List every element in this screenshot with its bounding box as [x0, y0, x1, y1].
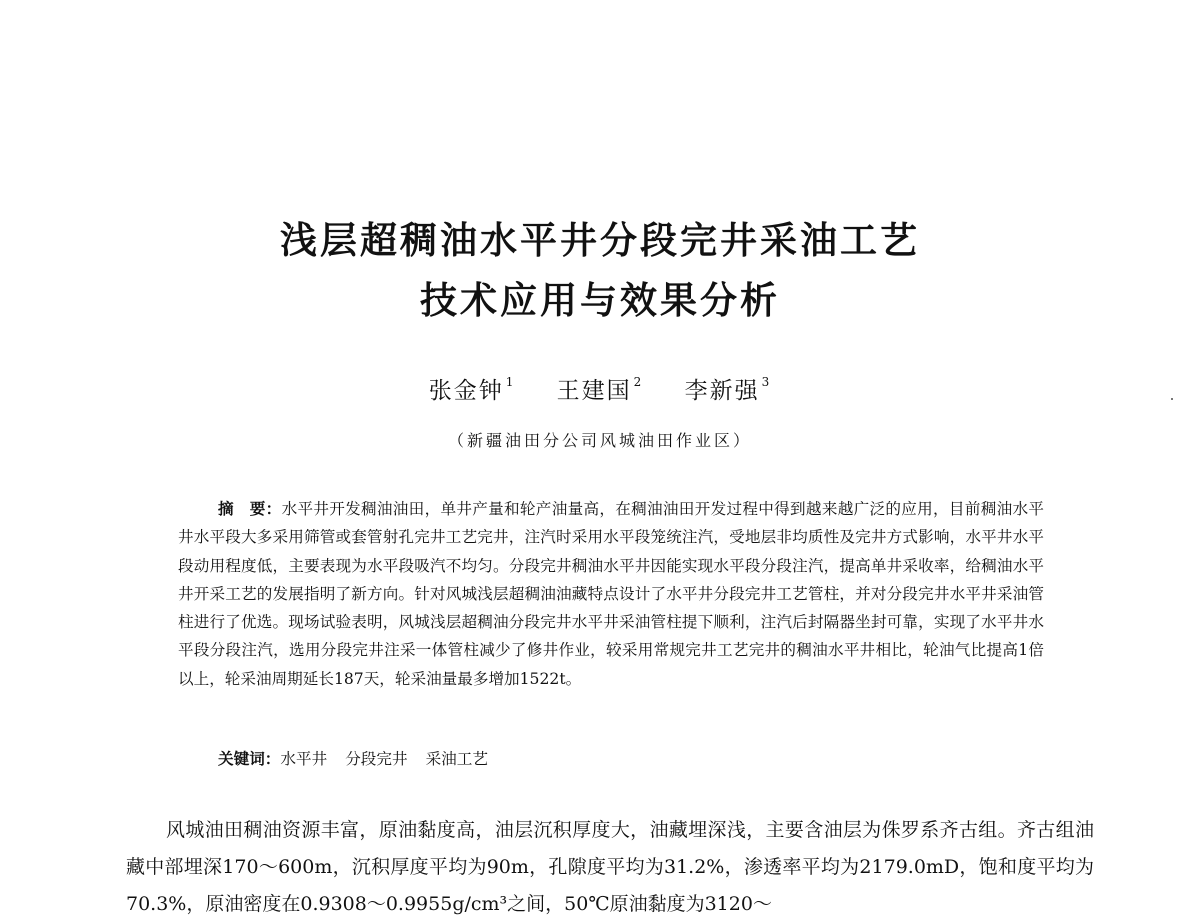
scan-speck: [1171, 398, 1173, 400]
author: [685, 372, 772, 405]
keywords-label: 关键词：: [218, 750, 281, 768]
author: [429, 372, 516, 405]
abstract-label: 摘 要：: [218, 500, 282, 518]
paper-title-line-2: 技术应用与效果分析: [420, 279, 780, 322]
author: [557, 372, 644, 405]
author-name: 李新强: [684, 378, 760, 404]
body-paragraph: 风城油田稠油资源丰富，原油黏度高，油层沉积厚度大，油藏埋深浅，主要含油层为侏罗系齐古组。齐古组油藏中部埋深170～600m，沉积厚度平均为90m，孔隙度平均为31.2%，渗透率平均为2179.0mD，饱和度平均为70.3%，原油密度在0.9308～0.9955g/cm³之间，50℃原油黏度为3120～: [126, 819, 1094, 915]
author-list: [0, 372, 1200, 405]
affiliation-mark: 1: [505, 375, 516, 389]
keyword: 分段完井: [345, 750, 408, 768]
abstract: [178, 495, 1044, 693]
paper-title-line-1: 浅层超稠油水平井分段完井采油工艺: [280, 219, 920, 262]
affiliation: （新疆油田分公司风城油田作业区）: [447, 431, 752, 450]
abstract-text: 水平井开发稠油油田，单井产量和轮产油量高，在稠油油田开发过程中得到越来越广泛的应用，目前稠油水平井水平段大多采用筛管或套管射孔完井工艺完井，注汽时采用水平段笼统注汽，受地层非均质性及完井方式影响，水平井水平段动用程度低，主要表现为水平段吸汽不均匀。分段完井稠油水平井因能实现水平段分段注汽，提高单井采收率，给稠油水平井开采工艺的发展指明了新方向。针对风城浅层超稠油油藏特点设计了水平井分段完井工艺管柱，并对分段完井水平井采油管柱进行了优选。现场试验表明，风城浅层超稠油分段完井水平井采油管柱提下顺利，注汽后封隔器坐封可靠，实现了水平井水平段分段注汽，选用分段完井注采一体管柱减少了修井作业，较采用常规完井工艺完井的稠油水平井相比，轮油气比提高1倍以上，轮采油周期延长187天，轮采油量最多增加1522t。: [178, 500, 1044, 688]
keywords: [218, 747, 506, 769]
author-name: 张金钟: [428, 378, 504, 404]
affiliation-mark: 3: [761, 375, 772, 389]
author-name: 王建国: [556, 378, 632, 404]
keyword: 水平井: [280, 750, 328, 768]
keyword: 采油工艺: [425, 750, 488, 768]
affiliation-mark: 2: [633, 375, 644, 389]
